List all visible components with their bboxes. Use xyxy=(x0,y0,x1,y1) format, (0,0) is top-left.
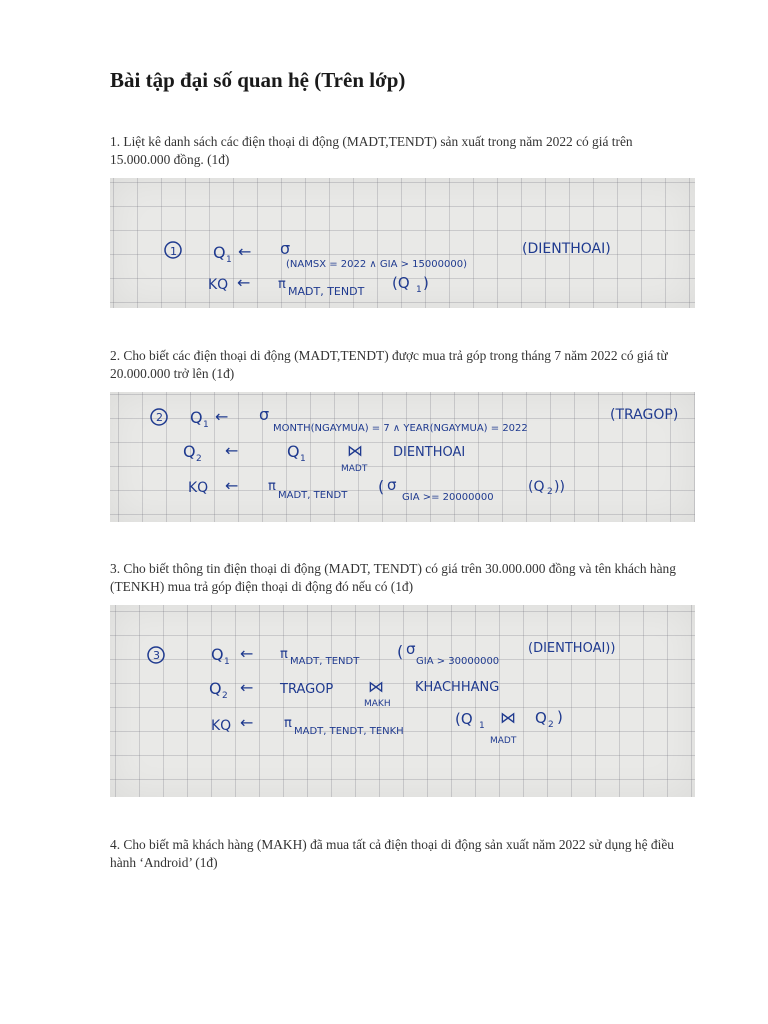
question-1-text: 1. Liệt kê danh sách các điện thoại di động (MADT,TENDT) sản xuất trong năm 2022 có giá trên 15.000.000 đồng. (1đ) xyxy=(110,134,633,167)
answer-2-condition-2: GIA >= 20000000 xyxy=(402,492,494,503)
answer-2-sigma-2: σ xyxy=(387,476,397,494)
answer-1-argument: (Q xyxy=(392,274,410,292)
answer-1-close: ) xyxy=(423,274,429,292)
answer-3-arrow-1: ← xyxy=(240,644,254,663)
answer-2-argument: (Q xyxy=(528,479,545,495)
answer-3-q2: Q xyxy=(209,679,222,698)
answer-2-kq: KQ xyxy=(188,480,209,496)
handwritten-answer-3-photo xyxy=(110,605,695,797)
answer-3-projection-1: MADT, TENDT xyxy=(290,656,360,667)
answer-2-q1-ref: Q xyxy=(287,442,300,461)
answer-2-argument-sub: 2 xyxy=(547,487,553,497)
answer-3-argument-q1: (Q xyxy=(455,710,473,728)
answer-2-number: 2 xyxy=(156,411,163,424)
answer-1-q: Q xyxy=(213,243,226,262)
answer-2-arrow-1: ← xyxy=(215,407,229,426)
answer-2-handwriting xyxy=(110,392,695,522)
answer-2-q1: Q xyxy=(190,408,203,427)
answer-2-q2: Q xyxy=(183,442,196,461)
answer-2-close: )) xyxy=(554,479,565,495)
answer-3-open: ( xyxy=(397,642,404,661)
answer-2-open: ( xyxy=(378,477,385,496)
answer-1-pi: π xyxy=(278,277,286,292)
answer-3-q2-sub: 2 xyxy=(222,691,228,701)
answer-1-q-sub: 1 xyxy=(226,255,232,265)
handwritten-answer-2-photo xyxy=(110,392,695,522)
page-title: Bài tập đại số quan hệ (Trên lớp) xyxy=(110,68,406,92)
answer-2-q2-sub: 2 xyxy=(196,454,202,464)
answer-1-number: 1 xyxy=(170,245,177,258)
answer-3-tragop: TRAGOP xyxy=(280,682,334,697)
answer-3-pi: π xyxy=(280,647,288,662)
answer-2-pi: π xyxy=(268,479,276,494)
answer-3-join-2: ⋈ xyxy=(500,708,516,727)
answer-3-projection-3: MADT, TENDT, TENKH xyxy=(294,726,404,737)
answer-1-handwriting xyxy=(110,178,695,308)
answer-1-condition: (NAMSX = 2022 ∧ GIA > 15000000) xyxy=(286,259,467,270)
answer-2-join-attribute: MADT xyxy=(341,464,368,474)
answer-2-projection: MADT, TENDT xyxy=(278,490,348,501)
question-3-text: 3. Cho biết thông tin điện thoại di động (MADT, TENDT) có giá trên 30.000.000 đồng và tên khách hàng (TENKH) mua trả góp điện thoại di động đó nếu có (1đ) xyxy=(110,561,676,594)
answer-3-condition: GIA > 30000000 xyxy=(416,656,500,667)
answer-1-kq: KQ xyxy=(208,277,229,293)
answer-1-arrow: ← xyxy=(238,242,252,261)
answer-3-handwriting xyxy=(110,605,695,797)
answer-1-sigma: σ xyxy=(280,239,291,258)
answer-2-condition: MONTH(NGAYMUA) = 7 ∧ YEAR(NGAYMUA) = 2022 xyxy=(273,423,528,434)
answer-2-arrow-2: ← xyxy=(225,441,239,460)
answer-3-number: 3 xyxy=(153,649,160,662)
answer-3-sigma: σ xyxy=(406,640,416,658)
answer-1-projection: MADT, TENDT xyxy=(288,285,365,298)
handwritten-answer-1-photo xyxy=(110,178,695,308)
answer-1-arrow-2: ← xyxy=(237,273,251,292)
answer-3-kq: KQ xyxy=(211,718,232,734)
answer-2-sigma: σ xyxy=(259,405,270,424)
answer-3-arrow-3: ← xyxy=(240,713,254,732)
question-2-text: 2. Cho biết các điện thoại di động (MADT,TENDT) được mua trả góp trong tháng 7 năm 2022 có giá từ 20.000.000 trở lên (1đ) xyxy=(110,348,668,381)
answer-3-khachhang: KHACHHANG xyxy=(415,680,500,695)
answer-3-arrow-2: ← xyxy=(240,678,254,697)
answer-3-relation: (DIENTHOAI)) xyxy=(528,641,616,656)
answer-1-argument-sub: 1 xyxy=(416,285,422,295)
answer-3-q1: Q xyxy=(211,645,224,664)
answer-3-argument-q2-sub: 2 xyxy=(548,720,554,730)
answer-2-dienthoai: DIENTHOAI xyxy=(393,445,466,460)
question-4-text: 4. Cho biết mã khách hàng (MAKH) đã mua tất cả điện thoại di động sản xuất năm 2022 sử dụng hệ điều hành ‘Android’ (1đ) xyxy=(110,837,674,870)
answer-3-pi-2: π xyxy=(284,716,292,731)
answer-3-close: ) xyxy=(557,708,563,726)
answer-3-join-1: ⋈ xyxy=(368,677,384,696)
answer-3-argument-q2: Q xyxy=(535,709,547,727)
answer-2-relation: (TRAGOP) xyxy=(610,407,679,423)
answer-2-q1-sub: 1 xyxy=(203,420,209,430)
answer-2-join: ⋈ xyxy=(347,441,363,460)
answer-2-arrow-3: ← xyxy=(225,476,239,495)
answer-3-argument-q1-sub: 1 xyxy=(479,721,485,731)
answer-3-join-attribute-1: MAKH xyxy=(364,699,391,709)
answer-3-q1-sub: 1 xyxy=(224,657,230,667)
answer-3-join-attribute-2: MADT xyxy=(490,736,517,746)
answer-1-relation: (DIENTHOAI) xyxy=(522,241,611,257)
answer-2-q1-ref-sub: 1 xyxy=(300,454,306,464)
